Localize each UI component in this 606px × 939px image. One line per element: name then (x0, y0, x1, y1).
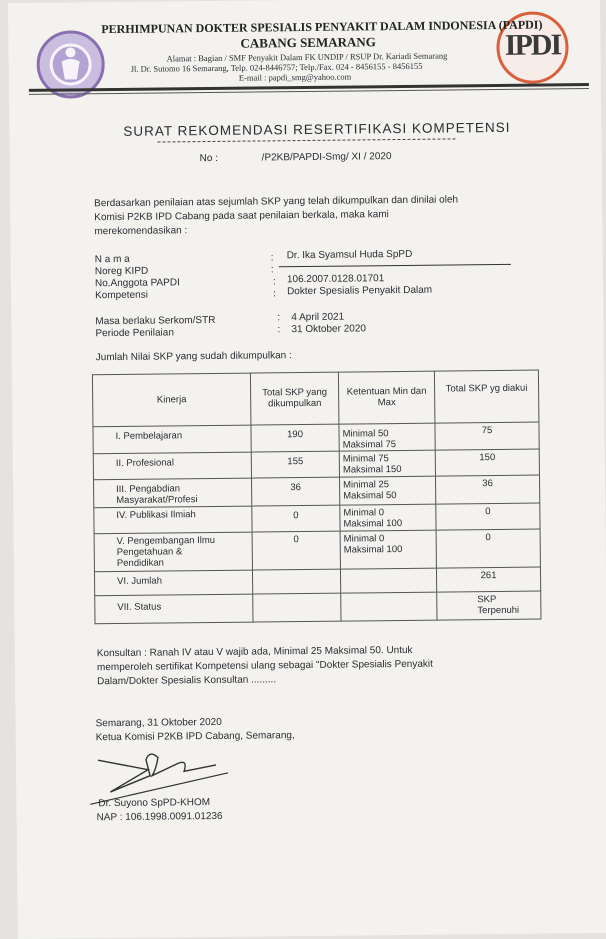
nama-value: Dr. Ika Syamsul Huda SpPD (286, 248, 413, 262)
row-ketentuan (340, 568, 436, 593)
ipdi-logo: IPDI (496, 11, 569, 84)
periode-value: 31 Oktober 2020 (291, 323, 367, 336)
intro-line-3: merekomendasikan : (94, 225, 188, 238)
row-kinerja: VII. Status (95, 594, 253, 624)
letter-page (8, 0, 606, 939)
row-kinerja: IV. Publikasi Ilmiah (94, 506, 252, 534)
row-kinerja: V. Pengembangan Ilmu Pengetahuan & Pendidikan (94, 532, 252, 572)
kompetensi-value: Dokter Spesialis Penyakit Dalam (286, 284, 433, 298)
row-total (253, 593, 341, 622)
header-total: Total SKP yang dikumpulkan (250, 372, 339, 425)
row-ketentuan: Minimal 0 Maksimal 100 (340, 530, 436, 569)
row-total: 155 (251, 451, 339, 478)
note-line-2: memperoleh sertifikat Kompetensi ulang sebagai "Dokter Spesialis Penyakit (96, 658, 433, 674)
row-diakui: 36 (435, 475, 539, 504)
anggota-label: No.Anggota PAPDI (94, 277, 180, 290)
colon: : (273, 288, 276, 300)
table-row (95, 591, 541, 624)
noreg-label: Noreg KIPD (94, 265, 149, 278)
field-underline (279, 264, 511, 267)
row-diakui: 150 (435, 449, 539, 476)
periode-label: Periode Penilaian (95, 327, 174, 340)
row-total (252, 569, 340, 594)
note-line-1: Konsultan : Ranah IV atau V wajib ada, Minimal 25 Maksimal 50. Untuk (96, 644, 413, 660)
row-total: 190 (251, 424, 339, 452)
row-kinerja: II. Profesional (93, 452, 251, 480)
table-intro: Jumlah Nilai SKP yang sudah dikumpulkan : (95, 350, 292, 364)
row-total: 0 (252, 505, 340, 532)
colon: : (270, 264, 274, 276)
branch-name: CABANG SEMARANG (240, 34, 376, 51)
kompetensi-label: Kompetensi (95, 289, 148, 302)
colon: : (277, 312, 281, 324)
row-total: 36 (252, 477, 340, 506)
row-total: 0 (252, 531, 340, 570)
row-diakui: 0 (436, 503, 540, 530)
row-kinerja: III. Pengabdian Masyarakat/Profesi (94, 478, 252, 508)
title-divider (157, 138, 455, 142)
anggota-value: 106.2007.0128.01701 (286, 273, 385, 286)
nama-label: N a m a (94, 253, 130, 266)
colon: : (270, 252, 274, 264)
signatory-name: Dr. Suyono SpPD-KHOM (98, 797, 211, 810)
row-ketentuan: Minimal 25 Maksimal 50 (339, 476, 435, 505)
intro-line-2: Komisi P2KB IPD Cabang pada saat penilaian berkala, maka kami (94, 209, 389, 224)
row-ketentuan: Minimal 75 Maksimal 150 (339, 450, 435, 477)
header-ketentuan: Ketentuan Min dan Max (338, 371, 435, 424)
email-line: E-mail : papdi_smg@yahoo.com (238, 71, 352, 83)
row-diakui: 261 (436, 567, 540, 592)
row-ketentuan: Minimal 0 Maksimal 100 (340, 504, 436, 531)
row-ketentuan: Minimal 50 Maksimal 75 (339, 423, 435, 451)
intro-line-1: Berdasarkan penilaian atas sejumlah SKP yang telah dikumpulkan dan dinilai oleh (94, 194, 459, 210)
number-label: No : (199, 152, 219, 165)
table-header-row (92, 370, 539, 427)
letter-title: SURAT REKOMENDASI RESERTIFIKASI KOMPETENSI (123, 119, 511, 139)
skp-table (92, 370, 542, 625)
row-diakui: SKP Terpenuhi (437, 591, 541, 620)
row-diakui: 75 (435, 422, 539, 450)
masa-value: 4 April 2021 (291, 311, 345, 324)
address-line-1: Alamat : Bagian / SMF Penyakit Dalam FK UNDIP / RSUP Dr. Kariadi Semarang (166, 50, 448, 64)
row-ketentuan (341, 592, 437, 621)
place-date: Semarang, 31 Oktober 2020 (95, 716, 222, 730)
header-kinerja: Kinerja (92, 373, 251, 427)
row-kinerja: VI. Jumlah (94, 570, 252, 596)
row-kinerja: I. Pembelajaran (93, 425, 251, 454)
org-name: PERHIMPUNAN DOKTER SPESIALIS PENYAKIT DALAM INDONESIA (PAPDI) (101, 17, 543, 37)
signatory-nap: NAP : 106.1998.0091.01236 (96, 810, 223, 824)
address-line-2: Jl. Dr. Sutomo 16 Semarang, Telp. 024-8446757; Telp./Fax. 024 - 8456155 - 8456155 (130, 60, 423, 74)
colon: : (272, 276, 276, 288)
note-line-3: Dalam/Dokter Spesialis Konsultan ......... (97, 674, 277, 688)
signatory-role: Ketua Komisi P2KB IPD Cabang, Semarang, (95, 730, 295, 744)
row-diakui: 0 (436, 529, 540, 568)
colon: : (277, 324, 281, 336)
table-row (94, 529, 540, 572)
masa-label: Masa berlaku Serkom/STR (95, 314, 216, 328)
number-value: /P2KB/PAPDI-Smg/ XI / 2020 (261, 151, 392, 164)
header-diakui: Total SKP yg diakui (434, 370, 539, 423)
